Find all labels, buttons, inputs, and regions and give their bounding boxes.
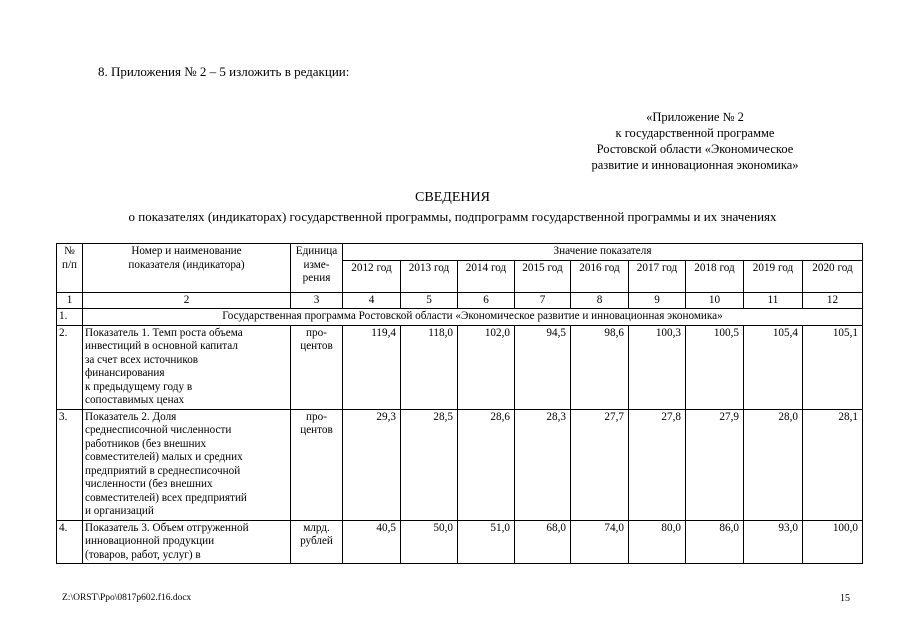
column-number: 5 (401, 292, 458, 309)
appendix-caption (560, 109, 830, 173)
value-cell: 93,0 (744, 520, 803, 564)
header-row (57, 244, 863, 261)
appendix-line: «Приложение № 2 (646, 110, 744, 124)
value-cell: 105,1 (803, 325, 863, 409)
value-cell: 74,0 (571, 520, 629, 564)
column-number: 3 (291, 292, 343, 309)
header-year: 2014 год (458, 260, 515, 292)
value-cell: 51,0 (458, 520, 515, 564)
value-cell: 29,3 (343, 409, 401, 520)
column-number: 7 (515, 292, 571, 309)
header-value-group: Значение показателя (343, 244, 863, 261)
file-path: Z:\ORST\Ppo\0817p602.f16.docx (62, 593, 192, 603)
page-number: 15 (840, 593, 850, 604)
header-year: 2012 год (343, 260, 401, 292)
header-year: 2018 год (686, 260, 744, 292)
value-cell: 27,7 (571, 409, 629, 520)
indicator-unit: млрд. рублей (291, 520, 343, 564)
column-number: 6 (458, 292, 515, 309)
row-number: 1. (57, 309, 83, 326)
column-number: 4 (343, 292, 401, 309)
value-cell: 68,0 (515, 520, 571, 564)
header-year: 2013 год (401, 260, 458, 292)
program-title: Государственная программа Ростовской области «Экономическое развитие и инновационная экономика» (83, 309, 863, 326)
value-cell: 94,5 (515, 325, 571, 409)
indicator-unit: про- центов (291, 325, 343, 409)
value-cell: 100,3 (629, 325, 686, 409)
column-number: 11 (744, 292, 803, 309)
appendix-line: развитие и инновационная экономика» (591, 158, 799, 172)
indicator-name: Показатель 1. Темп роста объема инвестиций в основной капитал за счет всех источников финансирования к предыдущему году в сопоставимых ценах (83, 325, 291, 409)
header-year: 2015 год (515, 260, 571, 292)
value-cell: 27,8 (629, 409, 686, 520)
header-year: 2019 год (744, 260, 803, 292)
row-number: 3. (57, 409, 83, 520)
indicators-table (56, 243, 863, 564)
indicator-unit: про- центов (291, 409, 343, 520)
value-cell: 102,0 (458, 325, 515, 409)
column-number: 9 (629, 292, 686, 309)
header-name: Номер и наименование показателя (индикатора) (83, 244, 291, 293)
value-cell: 28,1 (803, 409, 863, 520)
header-unit: Единица изме- рения (291, 244, 343, 293)
table-row (57, 409, 863, 520)
value-cell: 118,0 (401, 325, 458, 409)
indicator-name: Показатель 2. Доля среднесписочной численности работников (без внешних совместителей) малых и средних предприятий в среднесписочной численности (без внешних совместителей) всех предприятий и организаций (83, 409, 291, 520)
appendix-line: Ростовской области «Экономическое (596, 142, 794, 156)
appendix-line: к государственной программе (615, 126, 775, 140)
value-cell: 80,0 (629, 520, 686, 564)
table-row (57, 520, 863, 564)
indicator-name: Показатель 3. Объем отгруженной инновационной продукции (товаров, работ, услуг) в (83, 520, 291, 564)
header-year: 2017 год (629, 260, 686, 292)
header-num: № п/п (57, 244, 83, 293)
value-cell: 27,9 (686, 409, 744, 520)
row-number: 2. (57, 325, 83, 409)
column-number: 12 (803, 292, 863, 309)
value-cell: 28,0 (744, 409, 803, 520)
value-cell: 119,4 (343, 325, 401, 409)
value-cell: 28,3 (515, 409, 571, 520)
document-subheading: о показателях (индикаторах) государственной программы, подпрограмм государственной программы и их значениях (128, 209, 777, 224)
column-number: 10 (686, 292, 744, 309)
row-number: 4. (57, 520, 83, 564)
value-cell: 98,6 (571, 325, 629, 409)
value-cell: 50,0 (401, 520, 458, 564)
value-cell: 28,5 (401, 409, 458, 520)
table-row (57, 325, 863, 409)
column-numbers-row (57, 292, 863, 309)
column-number: 8 (571, 292, 629, 309)
column-number: 2 (83, 292, 291, 309)
header-year: 2016 год (571, 260, 629, 292)
value-cell: 40,5 (343, 520, 401, 564)
column-number: 1 (57, 292, 83, 309)
value-cell: 28,6 (458, 409, 515, 520)
document-heading: СВЕДЕНИЯ (415, 190, 490, 205)
value-cell: 100,0 (803, 520, 863, 564)
value-cell: 100,5 (686, 325, 744, 409)
intro-paragraph: 8. Приложения № 2 – 5 изложить в редакции: (98, 64, 350, 79)
value-cell: 105,4 (744, 325, 803, 409)
value-cell: 86,0 (686, 520, 744, 564)
program-row (57, 309, 863, 326)
header-year: 2020 год (803, 260, 863, 292)
